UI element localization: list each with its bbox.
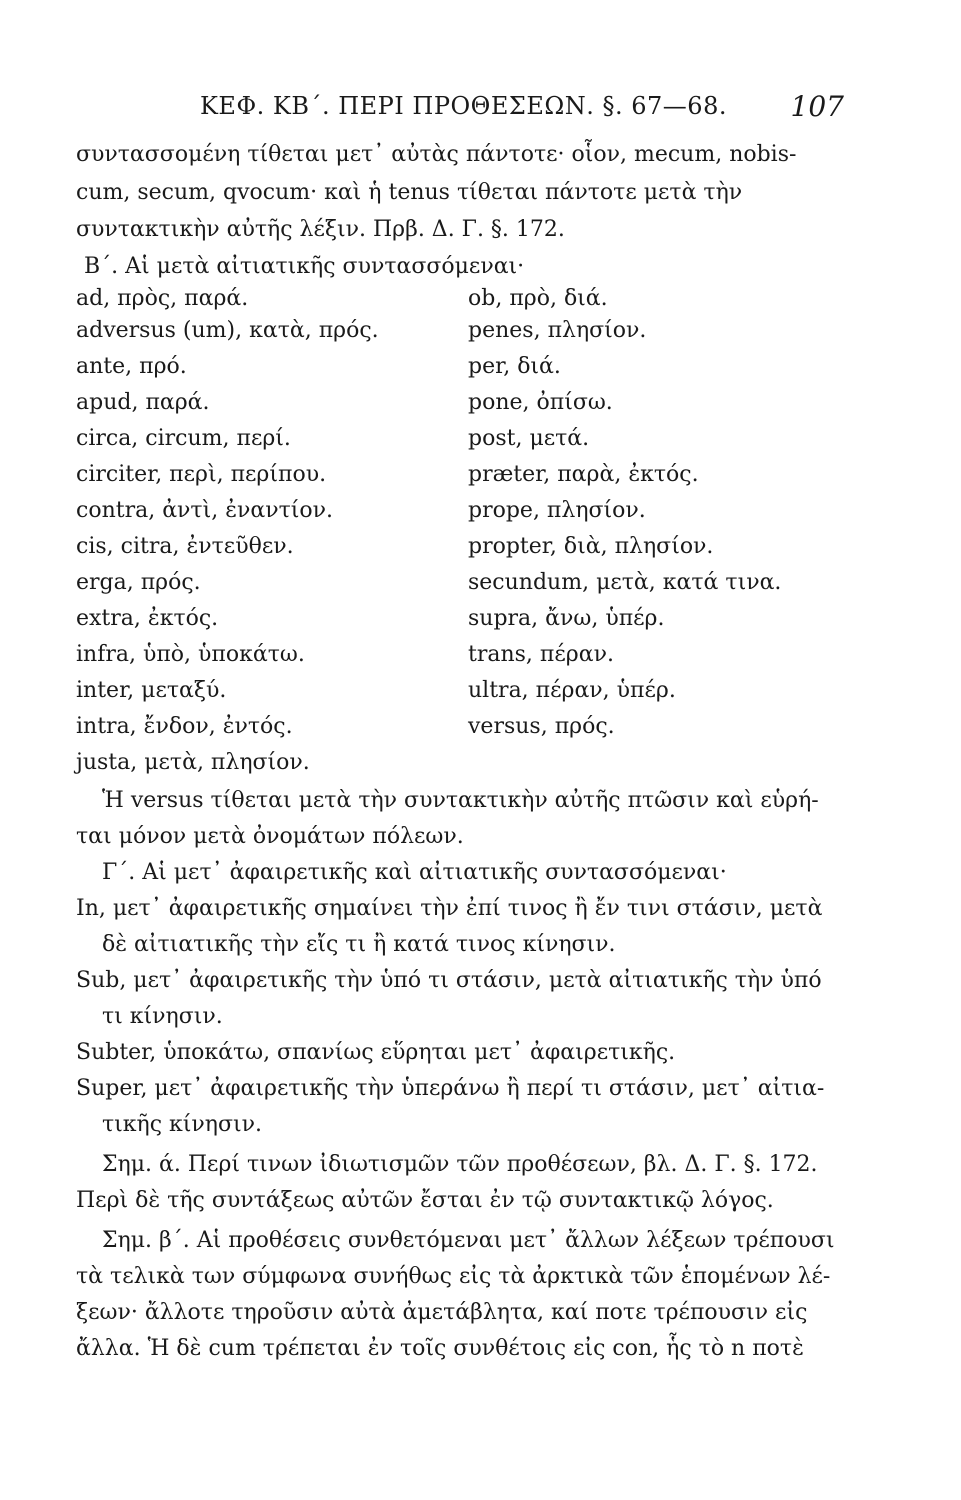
note-line: ξεων· ἄλλοτε τηροῦσιν αὐτὰ ἀμετάβλητα, καί ποτε τρέπουσιν εἰς — [76, 1300, 808, 1325]
note-line: ἄλλα. Ἡ δὲ cum τρέπεται ἐν τοῖς συνθέτοις εἰς con, ἧς τὸ n ποτὲ — [76, 1336, 804, 1361]
list-item: inter, μεταξύ. — [76, 678, 227, 703]
section-b-heading: Β΄. Αἱ μετὰ αἰτιατικῆς συντασσόμεναι· — [84, 254, 525, 279]
list-item: contra, ἀντὶ, ἐναντίον. — [76, 498, 334, 523]
list-item: prope, πλησίον. — [468, 498, 646, 523]
section-c-line: Subter, ὑποκάτω, σπανίως εὕρηται μετ᾽ ἀφαιρετικῆς. — [76, 1040, 676, 1065]
intro-line: συντακτικὴν αὐτῆς λέξιν. Πρβ. Δ. Γ. §. 172. — [76, 217, 565, 242]
intro-line: συντασσομένη τίθεται μετ᾽ αὐτὰς πάντοτε· οἷον, mecum, nobis- — [76, 142, 797, 167]
list-item: extra, ἐκτός. — [76, 606, 219, 631]
list-item: ob, πρὸ, διά. — [468, 286, 608, 311]
list-item: adversus (um), κατὰ, πρός. — [76, 318, 379, 343]
note-line: Σημ. ά. Περί τινων ἰδιωτισμῶν τῶν προθέσεων, βλ. Δ. Γ. §. 172. — [102, 1152, 818, 1177]
list-item: post, μετά. — [468, 426, 590, 451]
list-item: intra, ἔνδον, ἐντός. — [76, 714, 293, 739]
list-item: cis, citra, ἐντεῦθεν. — [76, 534, 294, 559]
running-header — [200, 92, 850, 128]
list-item: supra, ἄνω, ὑπέρ. — [468, 606, 665, 631]
list-item: apud, παρά. — [76, 390, 210, 415]
section-c-line: τικῆς κίνησιν. — [102, 1112, 262, 1137]
versus-note-line: ται μόνον μετὰ ὀνομάτων πόλεων. — [76, 824, 464, 849]
list-item: penes, πλησίον. — [468, 318, 647, 343]
chapter-title: ΚΕΦ. ΚΒ΄. ΠΕΡΙ ΠΡΟΘΕΣΕΩΝ. §. 67—68. — [200, 92, 727, 120]
note-line: Περὶ δὲ τῆς συντάξεως αὐτῶν ἔσται ἐν τῷ συντακτικῷ λόγος. — [76, 1188, 774, 1213]
note-line: Σημ. β΄. Αἱ προθέσεις συνθετόμεναι μετ᾽ ἄλλων λέξεων τρέπουσι — [102, 1228, 835, 1253]
list-item: infra, ὑπὸ, ὑποκάτω. — [76, 642, 305, 667]
list-item: ante, πρό. — [76, 354, 187, 379]
list-item: erga, πρός. — [76, 570, 201, 595]
list-item: circiter, περὶ, περίπου. — [76, 462, 327, 487]
list-item: ultra, πέραν, ὑπέρ. — [468, 678, 676, 703]
versus-note-line: Ἡ versus τίθεται μετὰ τὴν συντακτικὴν αὐτῆς πτῶσιν καὶ εὑρή- — [102, 788, 819, 813]
section-c-line: τι κίνησιν. — [102, 1004, 223, 1029]
list-item: trans, πέραν. — [468, 642, 614, 667]
section-c-line: Super, μετ᾽ ἀφαιρετικῆς τὴν ὑπεράνω ἢ περί τι στάσιν, μετ᾽ αἰτια- — [76, 1076, 825, 1101]
list-item: præter, παρὰ, ἐκτός. — [468, 462, 699, 487]
section-c-line: δὲ αἰτιατικῆς τὴν εἴς τι ἢ κατά τινος κίνησιν. — [102, 932, 616, 957]
intro-line: cum, secum, qvocum· καὶ ἡ tenus τίθεται πάντοτε μετὰ τὴν — [76, 180, 743, 205]
section-c-line: In, μετ᾽ ἀφαιρετικῆς σημαίνει τὴν ἐπί τινος ἢ ἔν τινι στάσιν, μετὰ — [76, 896, 823, 921]
list-item: pone, ὀπίσω. — [468, 390, 613, 415]
list-item: versus, πρός. — [468, 714, 615, 739]
list-item: ad, πρὸς, παρά. — [76, 286, 249, 311]
list-item: secundum, μετὰ, κατά τινα. — [468, 570, 782, 595]
list-item: circa, circum, περί. — [76, 426, 291, 451]
section-c-line: Sub, μετ᾽ ἀφαιρετικῆς τὴν ὑπό τι στάσιν, μετὰ αἰτιατικῆς τὴν ὑπό — [76, 968, 822, 993]
note-line: τὰ τελικὰ των σύμφωνα συνήθως εἰς τὰ ἀρκτικὰ τῶν ἑπομένων λέ- — [76, 1264, 831, 1289]
list-item: propter, διὰ, πλησίον. — [468, 534, 714, 559]
page-number: 107 — [790, 90, 844, 123]
list-item: justa, μετὰ, πλησίον. — [76, 750, 310, 775]
section-c-heading: Γ΄. Αἱ μετ᾽ ἀφαιρετικῆς καὶ αἰτιατικῆς συντασσόμεναι· — [102, 860, 727, 885]
list-item: per, διά. — [468, 354, 561, 379]
